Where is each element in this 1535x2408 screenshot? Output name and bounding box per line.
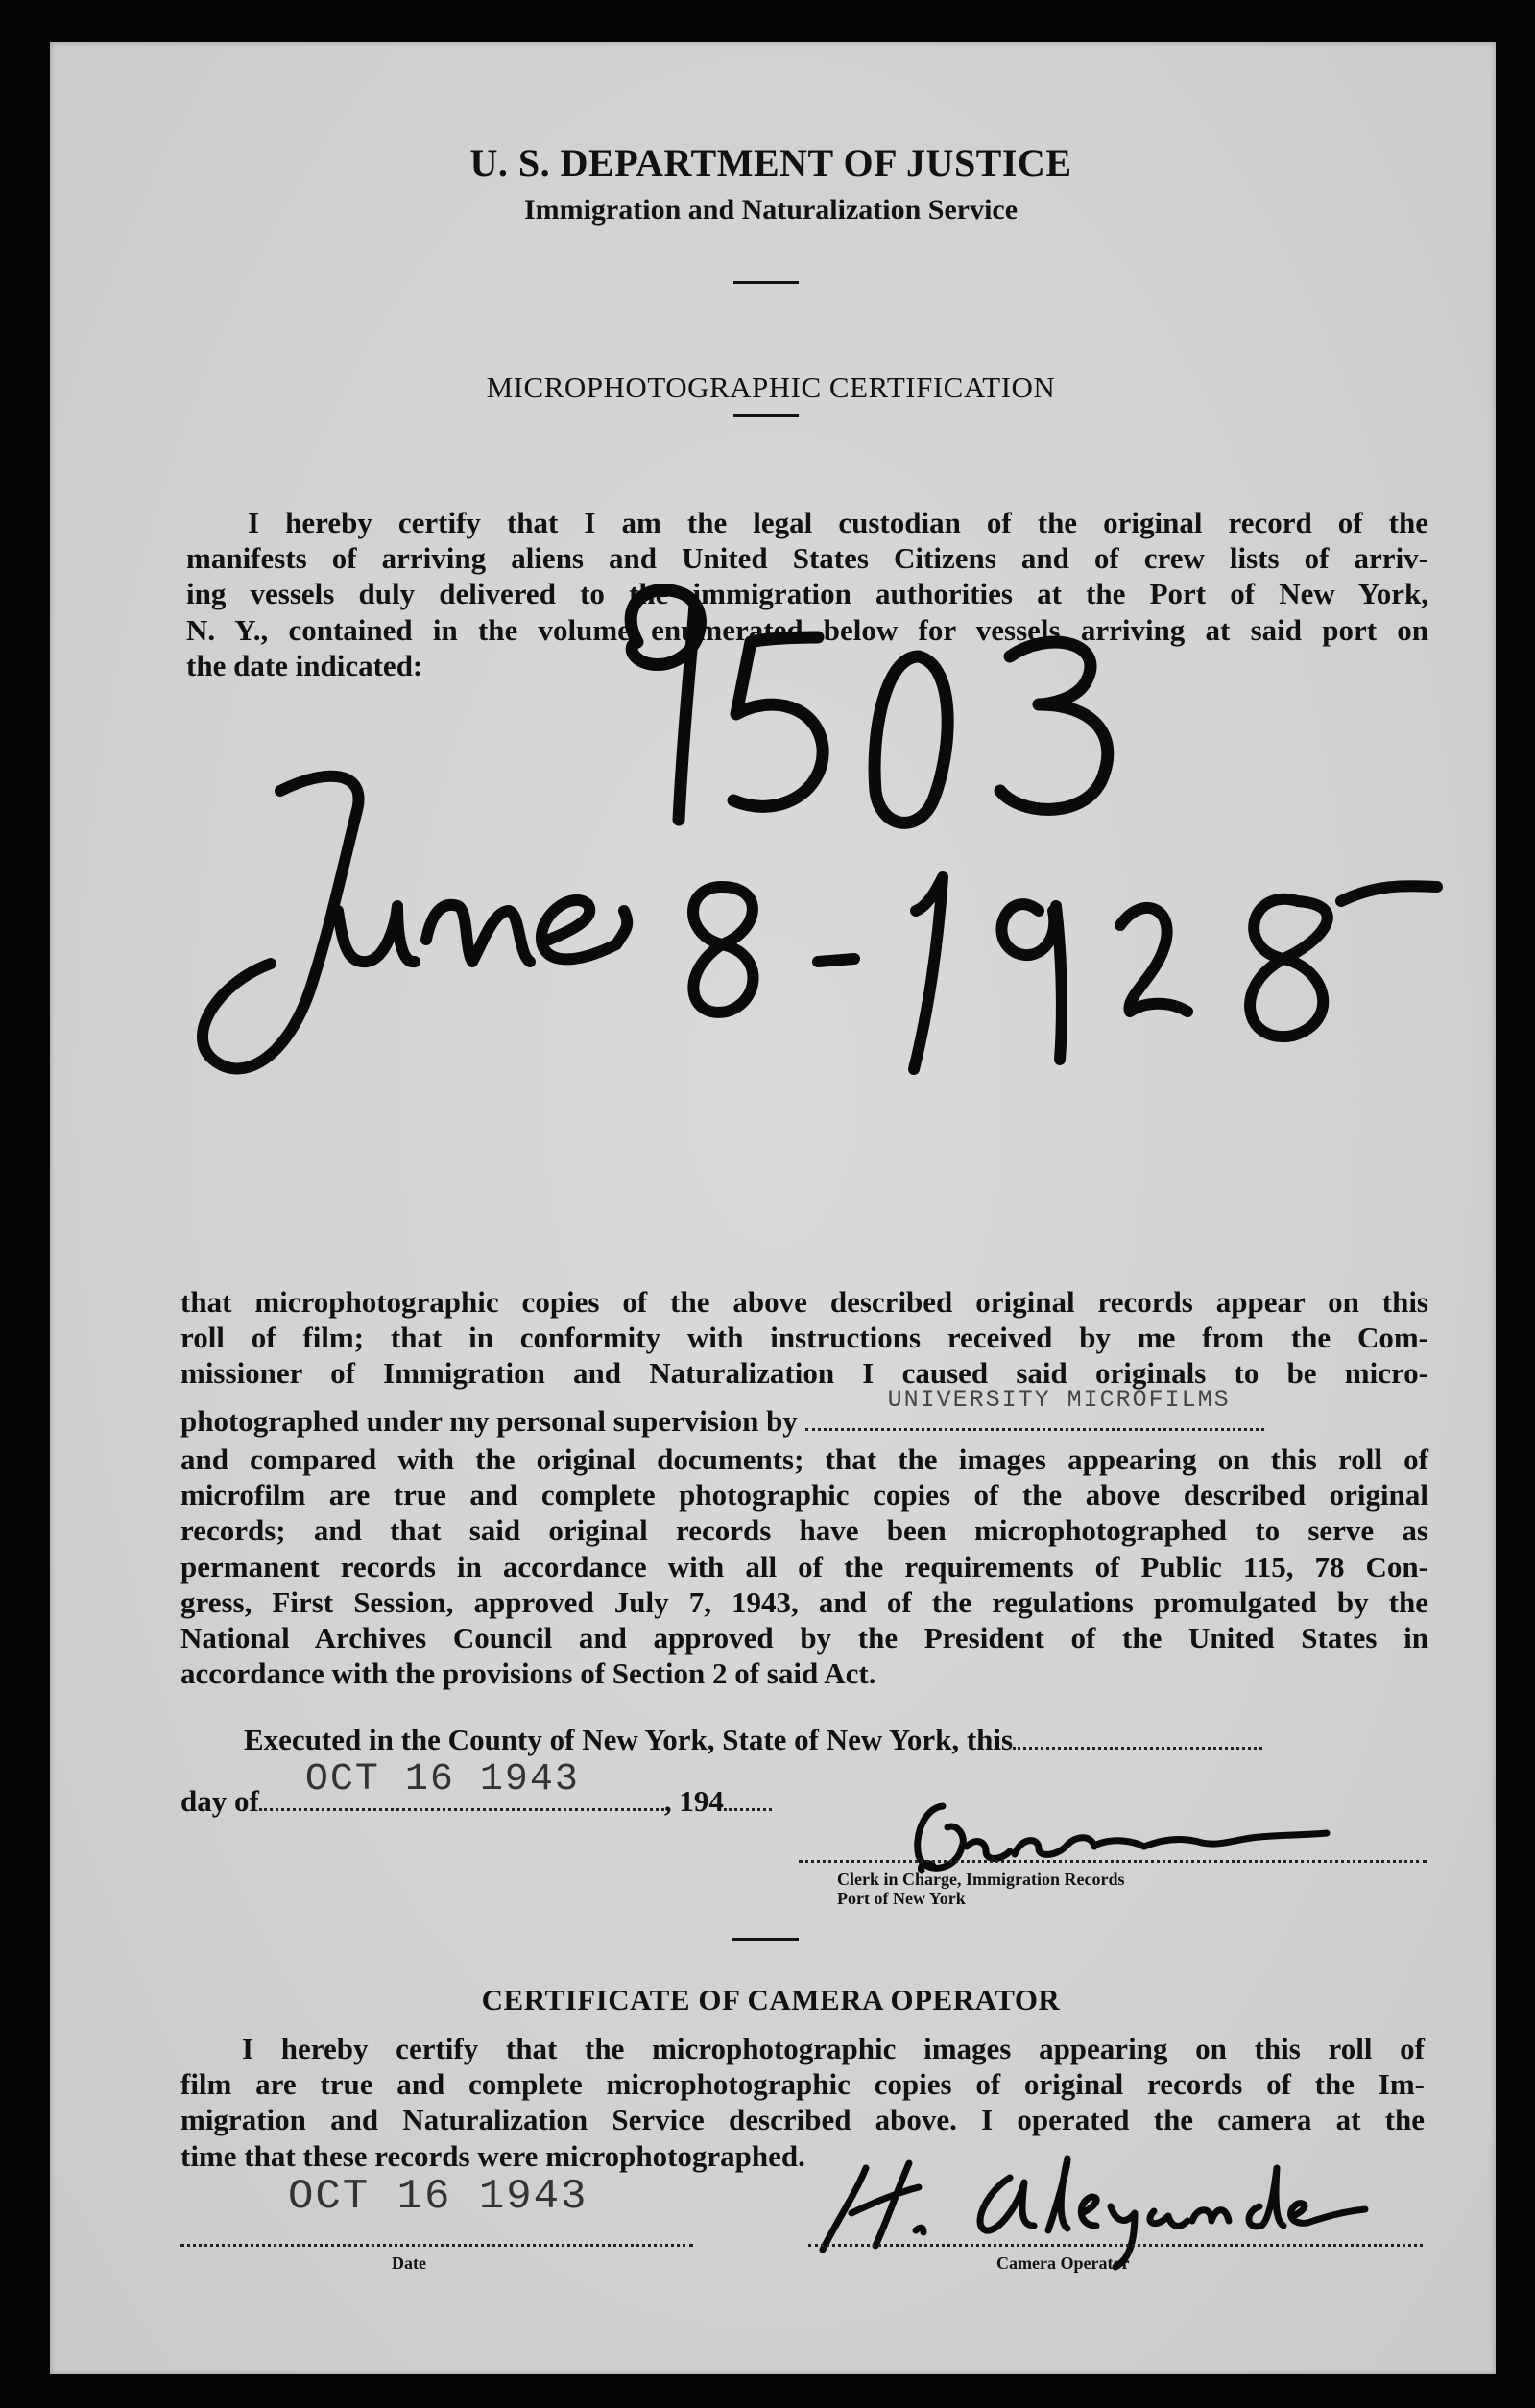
department-title: U. S. DEPARTMENT OF JUSTICE xyxy=(469,141,1072,184)
certificate-page xyxy=(50,42,1496,2374)
body-line: permanent records in accordance with all of the requirements of Public 115, 78 Con- xyxy=(180,1549,1428,1584)
camera-line: film are true and complete microphotographic copies of original records of the Im- xyxy=(180,2067,1425,2102)
camera-operator-label: Camera Operator xyxy=(996,2253,1130,2273)
year-label: , 194 xyxy=(663,1784,724,1818)
camera-date-stamp: OCT 16 1943 xyxy=(288,2173,588,2221)
supervision-prefix: photographed under my personal supervision by xyxy=(180,1404,798,1438)
day-of-label: day of xyxy=(180,1784,259,1818)
intro-line: manifests of arriving aliens and United States Citizens and of crew lists of arriv- xyxy=(186,541,1428,576)
intro-line: I hereby certify that I am the legal custodian of the original record of the xyxy=(248,506,1428,539)
body-line: microfilm are true and complete photographic copies of the above described original xyxy=(180,1478,1428,1513)
camera-line: I hereby certify that the microphotographic images appearing on this roll of xyxy=(242,2032,1425,2065)
camera-line: time that these records were microphotographed. xyxy=(180,2138,805,2173)
executed-text: Executed in the County of New York, State of New York, this xyxy=(244,1723,1014,1756)
university-microfilms-stamp: UNIVERSITY MICROFILMS xyxy=(887,1386,1231,1414)
camera-operator-title: CERTIFICATE OF CAMERA OPERATOR xyxy=(481,1983,1061,2016)
body-line: and compared with the original documents; that the images appearing on this roll of xyxy=(180,1442,1428,1476)
body-line: roll of film; that in conformity with instructions received by me from the Com- xyxy=(180,1321,1428,1355)
body-line: records; and that said original records have been microphotographed to serve as xyxy=(180,1514,1428,1548)
body-line: National Archives Council and approved by the President of the United States in xyxy=(180,1621,1428,1656)
oct-date-stamp: OCT 16 1943 xyxy=(304,1758,580,1801)
body-line: gress, First Session, approved July 7, 1943, and of the regulations promulgated by the xyxy=(180,1585,1428,1619)
camera-operator-signature-line xyxy=(808,2227,1423,2247)
intro-line: ing vessels duly delivered to the immigration authorities at the Port of New York, xyxy=(186,577,1428,611)
body-line: accordance with the provisions of Section 2 of said Act. xyxy=(180,1657,876,1691)
clerk-title-line1: Clerk in Charge, Immigration Records xyxy=(837,1870,1125,1889)
body-line: missioner of Immigration and Naturalization I caused said originals to be micro- xyxy=(180,1356,1428,1391)
body-line: that microphotographic copies of the above described original records appear on this xyxy=(180,1285,1428,1319)
intro-line: the date indicated: xyxy=(186,648,423,682)
certification-title: MICROPHOTOGRAPHIC CERTIFICATION xyxy=(486,370,1056,404)
date-label: Date xyxy=(392,2253,426,2273)
camera-line: migration and Naturalization Service described above. I operated the camera at the xyxy=(180,2103,1425,2137)
service-subtitle: Immigration and Naturalization Service xyxy=(523,194,1019,226)
camera-operator-signature xyxy=(50,42,1496,2374)
intro-line: N. Y., contained in the volume enumerated below for vessels arriving at said port on xyxy=(186,612,1428,647)
clerk-title-line2: Port of New York xyxy=(837,1889,966,1908)
